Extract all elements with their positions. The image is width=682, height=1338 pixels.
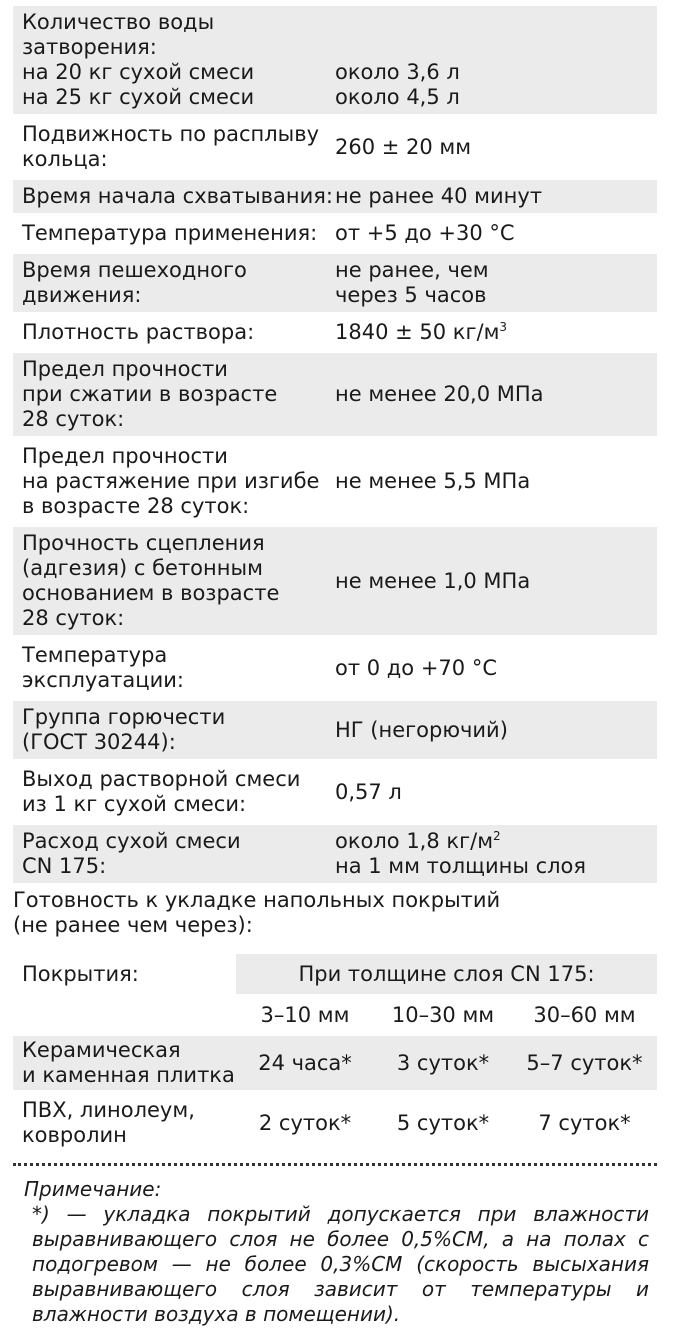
spec-value-text: около 1,8 кг/м [335, 829, 494, 853]
dotted-divider [13, 1163, 657, 1166]
superscript: 3 [499, 320, 508, 334]
table-header-row [13, 954, 657, 994]
spec-label: Группа горючести (ГОСТ 30244): [22, 705, 226, 754]
spec-value: 0,57 л [335, 779, 402, 804]
spec-row [13, 118, 657, 176]
spec-label: Предел прочности при сжатии в возрасте 28 суток: [22, 357, 278, 431]
table-subheader-row [13, 994, 657, 1036]
covering-name: Керамическая и каменная плитка [22, 1038, 235, 1087]
spec-value-tail: на 1 мм толщины слоя [335, 854, 587, 878]
covering-name: ПВХ, линолеум, ковролин [22, 1098, 195, 1147]
spec-value: не ранее 40 минут [335, 184, 543, 208]
time-cell: 24 часа* [258, 1050, 352, 1075]
spec-value: НГ (негорючий) [335, 717, 508, 742]
spec-label: Расход сухой смеси CN 175: [22, 829, 241, 878]
spec-label: Время пешеходного движения: [22, 258, 247, 307]
spec-label: Предел прочности на растяжение при изгибе в возрасте 28 суток: [22, 444, 320, 518]
time-cell: 3 суток* [396, 1050, 490, 1075]
table-row [13, 1036, 657, 1090]
spec-label: Подвижность по расплыву кольца: [22, 122, 320, 171]
coverings-header: Покрытия: [22, 961, 139, 986]
spec-row [13, 701, 657, 759]
spec-value-text: 1840 ± 50 кг/м [335, 320, 500, 344]
spec-value [335, 825, 657, 883]
spec-row [13, 639, 657, 697]
spec-value: от 0 до +70 °С [335, 655, 497, 680]
readiness-table [13, 954, 657, 1156]
spec-label: Плотность раствора: [22, 320, 255, 344]
time-cell: 7 суток* [538, 1110, 631, 1135]
spec-row [13, 353, 657, 436]
spec-value: не менее 5,5 МПа [335, 469, 531, 493]
spec-label: Температура эксплуатации: [22, 643, 184, 692]
spec-value: от +5 до +30 °С [335, 221, 515, 245]
spec-row [13, 825, 657, 883]
spec-label: Время начала схватывания: [22, 184, 334, 208]
spec-row [13, 527, 657, 635]
spec-value: не ранее, чем через 5 часов [335, 258, 489, 307]
spec-label: Количество воды затворения: на 20 кг сухой смеси на 25 кг сухой смеси [22, 10, 255, 109]
spec-value: 260 ± 20 мм [335, 134, 472, 159]
spec-row [13, 440, 657, 523]
spec-value: не менее 20,0 МПа [335, 382, 544, 406]
spec-row [13, 217, 657, 250]
range-header: 3–10 мм [260, 1002, 350, 1027]
spec-row [13, 316, 657, 349]
specs-table [13, 6, 657, 887]
time-cell: 5 суток* [396, 1110, 490, 1135]
superscript: 2 [493, 829, 501, 843]
spec-value: около 3,6 л около 4,5 л [335, 60, 460, 109]
thickness-header: При толщине слоя CN 175: [236, 954, 657, 994]
spec-row [13, 763, 657, 821]
readiness-title: Готовность к укладке напольных покрытий (не ранее чем через): [13, 888, 501, 937]
spec-row [13, 180, 657, 213]
note-heading: Примечание: [24, 1177, 162, 1201]
spec-label: Выход растворной смеси из 1 кг сухой смеси: [22, 767, 301, 816]
time-cell: 5–7 суток* [526, 1050, 643, 1075]
note-text: *) — укладка покрытий допускается при влажности выравнивающего слоя не более 0,5%СМ, а на полах с подогревом — не более 0,3%СМ (скорость высыхания выравнивающего слоя зависит от температуры и влажности воздуха в помещении). [32, 1202, 649, 1326]
time-cell: 2 суток* [258, 1110, 352, 1135]
spec-row [13, 6, 657, 114]
table-row [13, 1096, 657, 1150]
spec-label: Прочность сцепления (адгезия) с бетонным основанием в возрасте 28 суток: [22, 531, 280, 630]
range-header: 30–60 мм [533, 1002, 636, 1027]
spec-label: Температура применения: [22, 221, 318, 245]
spec-value [335, 316, 657, 349]
range-header: 10–30 мм [391, 1002, 495, 1027]
spec-row [13, 254, 657, 312]
spec-value: не менее 1,0 МПа [335, 568, 531, 593]
note-block [24, 1177, 649, 1327]
